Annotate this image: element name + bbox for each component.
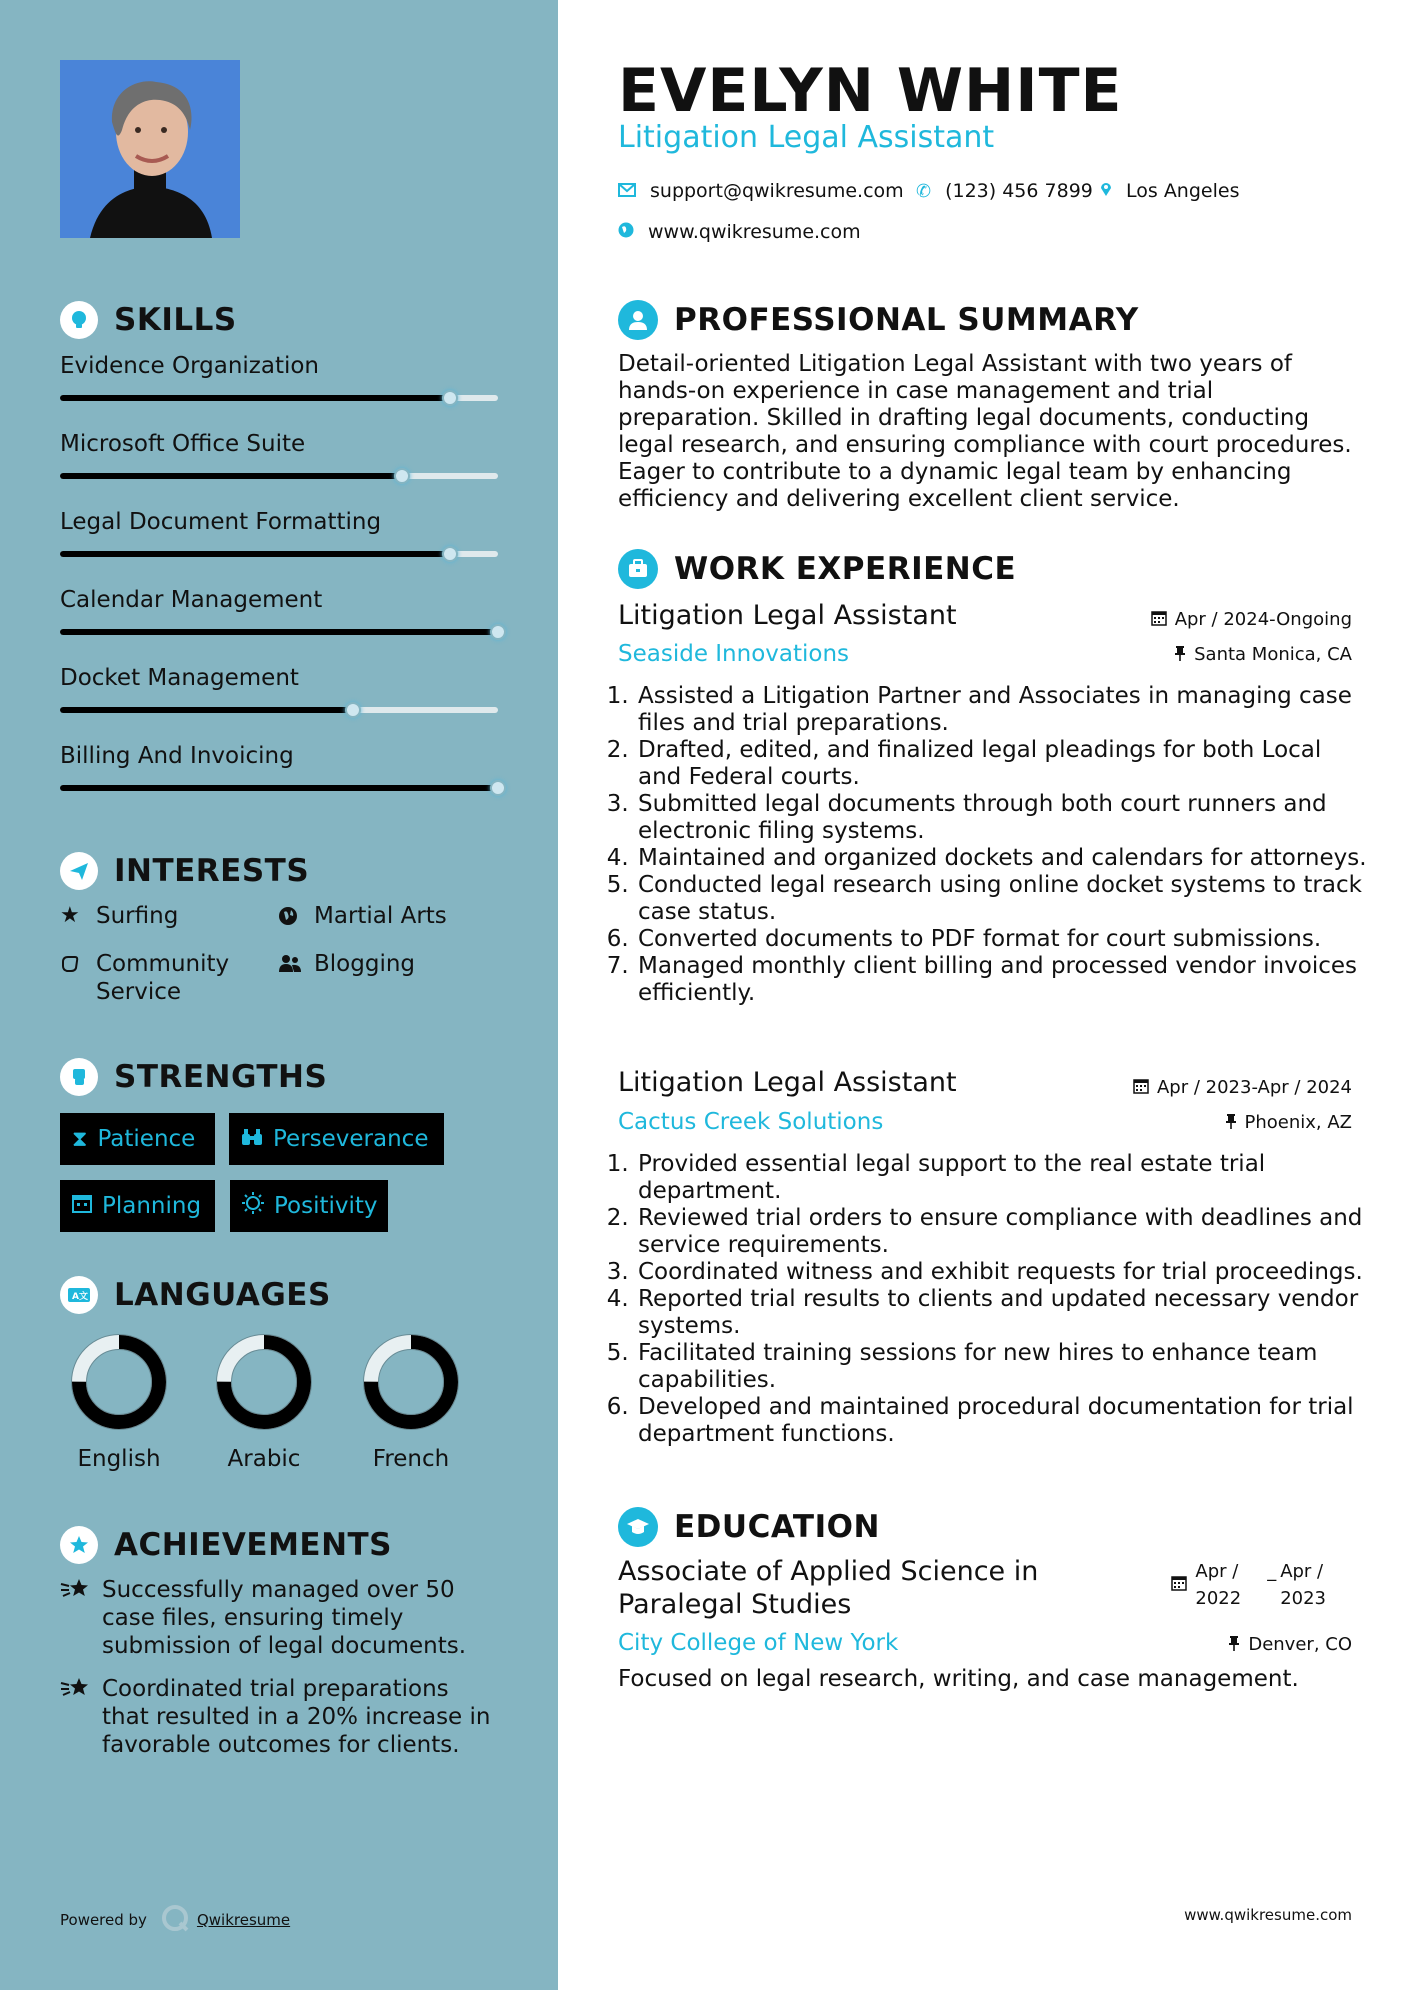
achievements-heading: [60, 1526, 392, 1564]
strength-badge: [60, 1113, 215, 1165]
skill-level-knob: [490, 624, 506, 640]
language-name: French: [372, 1446, 450, 1472]
job-dates-text: Apr / 2023-Apr / 2024: [1156, 1077, 1352, 1098]
job-dates: [1133, 1077, 1352, 1098]
lightbulb-icon: [60, 301, 98, 339]
skill-name: Docket Management: [60, 665, 299, 691]
achievement-item: [60, 1576, 500, 1660]
strengths-heading: [60, 1058, 327, 1096]
job-location: [1174, 644, 1352, 665]
phone-text: (123) 456 7899: [945, 180, 1093, 202]
job-location: [1225, 1112, 1353, 1133]
interest-label: Surfing: [96, 903, 179, 929]
skill-name: Legal Document Formatting: [60, 509, 382, 535]
skill-item: [60, 353, 498, 379]
experience-heading: [618, 549, 1016, 589]
education-end-month: Apr /: [1280, 1561, 1324, 1582]
skill-name: Calendar Management: [60, 587, 323, 613]
skill-level-knob: [442, 546, 458, 562]
strength-label: Positivity: [274, 1193, 378, 1219]
skill-name: Microsoft Office Suite: [60, 431, 306, 457]
responsibility-item: 2. Reviewed trial orders to ensure compliance with deadlines and service requirements.: [636, 1205, 1371, 1259]
envelope-icon: [618, 181, 636, 202]
strength-label: Patience: [97, 1126, 196, 1152]
responsibility-item: 2. Drafted, edited, and finalized legal pleadings for both Local and Federal courts.: [636, 737, 1371, 791]
responsibility-item: 3. Coordinated witness and exhibit requests for trial proceedings.: [636, 1259, 1371, 1286]
location-text: Los Angeles: [1126, 180, 1240, 202]
skills-heading: [60, 301, 237, 339]
job-location-text: Santa Monica, CA: [1194, 644, 1352, 665]
education-start: [1195, 1558, 1241, 1612]
skill-level-fill: [60, 629, 498, 635]
pushpin-icon: [1225, 1113, 1237, 1133]
fist-icon: [60, 1058, 98, 1096]
responsibility-item: 3. Submitted legal documents through both court runners and electronic filing systems.: [636, 791, 1371, 845]
language-item: [346, 1332, 476, 1472]
skill-level-fill: [60, 473, 402, 479]
skill-level-fill: [60, 395, 450, 401]
interests-title: INTERESTS: [114, 853, 310, 889]
hand-icon: [60, 950, 86, 982]
interest-label: Blogging: [314, 951, 416, 977]
briefcase-icon: [618, 549, 658, 589]
skill-level-bar: [60, 785, 498, 791]
job-responsibilities: [618, 1151, 1371, 1448]
profile-photo: [60, 60, 240, 238]
strength-badge: [230, 1180, 388, 1232]
powered-by: [60, 1904, 290, 1936]
contact-website[interactable]: [618, 221, 861, 243]
job-dates: [1151, 609, 1352, 630]
globe-icon: [278, 902, 304, 934]
calendar-icon: [1171, 1572, 1187, 1599]
interests-heading: [60, 852, 309, 890]
degree-line-1: Associate of Applied Science in: [618, 1556, 1039, 1587]
education-description: Focused on legal research, writing, and case management.: [618, 1666, 1299, 1692]
user-icon: [618, 300, 658, 340]
language-card-icon: [60, 1276, 98, 1314]
job-dates-text: Apr / 2024-Ongoing: [1174, 609, 1352, 630]
skill-level-fill: [60, 551, 450, 557]
strength-badge: [60, 1180, 215, 1232]
education-end-year: 2023: [1280, 1588, 1326, 1609]
language-name: Arabic: [227, 1446, 301, 1472]
calendar-icon: [72, 1193, 92, 1219]
shooting-star-icon: [60, 1675, 92, 1759]
skills-title: SKILLS: [114, 302, 237, 338]
skill-level-bar: [60, 473, 498, 479]
skill-item: [60, 665, 498, 691]
map-pin-icon: [1100, 181, 1112, 202]
sun-icon: [242, 1192, 264, 1220]
star-badge-icon: [60, 1526, 98, 1564]
skill-level-fill: [60, 785, 498, 791]
education-dates: [1171, 1558, 1326, 1612]
achievements-title: ACHIEVEMENTS: [114, 1527, 393, 1563]
summary-heading: [618, 300, 1139, 340]
skill-level-knob: [345, 702, 361, 718]
job-company: Seaside Innovations: [618, 641, 850, 667]
calendar-icon: [1133, 1078, 1149, 1098]
strength-label: Planning: [102, 1193, 202, 1219]
skill-level-knob: [490, 780, 506, 796]
school-name: City College of New York: [618, 1630, 899, 1656]
interest-item: [278, 950, 415, 982]
skill-item: [60, 431, 498, 457]
qwikresume-logo-icon: [161, 1904, 189, 1936]
job-responsibilities: [618, 683, 1371, 1007]
main-content: [618, 0, 1367, 1990]
responsibility-item: 6. Developed and maintained procedural documentation for trial department functions.: [636, 1394, 1371, 1448]
job-company: Cactus Creek Solutions: [618, 1109, 884, 1135]
star-icon: ★: [60, 903, 80, 928]
hourglass-icon: ⧗: [72, 1126, 88, 1152]
portrait-image: [60, 60, 240, 238]
svg-text:A文: A文: [72, 1292, 88, 1302]
summary-text: Detail-oriented Litigation Legal Assistant with two years of hands-on experience in case management and trial preparation. Skilled in drafting legal documents, conducting legal research, and ensuring compliance with court procedures. Eager to contribute to a dynamic legal team by enhancing efficiency and delivering excellent client service.: [618, 351, 1352, 512]
strength-label: Perseverance: [273, 1126, 429, 1152]
strengths-title: STRENGTHS: [114, 1059, 328, 1095]
interest-label: Martial Arts: [314, 903, 447, 929]
summary-title: PROFESSIONAL SUMMARY: [674, 302, 1139, 338]
languages-heading: [60, 1276, 331, 1314]
skill-level-bar: [60, 629, 498, 635]
graduation-cap-icon: [618, 1507, 658, 1547]
achievement-item: [60, 1675, 500, 1759]
skill-name: Evidence Organization: [60, 353, 320, 379]
job-title: Litigation Legal Assistant: [618, 600, 957, 631]
responsibility-item: 4. Reported trial results to clients and updated necessary vendor systems.: [636, 1286, 1371, 1340]
responsibility-item: 1. Assisted a Litigation Partner and Associates in managing case files and trial preparations.: [636, 683, 1371, 737]
binoculars-icon: [241, 1127, 263, 1152]
contact-phone[interactable]: [916, 180, 1093, 202]
contact-email[interactable]: [618, 180, 904, 202]
education-start-year: 2022: [1195, 1588, 1242, 1609]
responsibility-item: 4. Maintained and organized dockets and calendars for attorneys.: [636, 845, 1371, 872]
skill-level-bar: [60, 551, 498, 557]
globe-icon: [618, 222, 634, 243]
skill-level-fill: [60, 707, 353, 713]
language-level-ring: [69, 1332, 169, 1432]
phone-icon: ✆: [916, 180, 932, 202]
website-text: www.qwikresume.com: [648, 221, 861, 243]
calendar-icon: [1151, 610, 1167, 630]
shooting-star-icon: [60, 1576, 92, 1660]
pushpin-icon: [1228, 1635, 1240, 1655]
skill-level-bar: [60, 707, 498, 713]
strength-badge: [229, 1113, 444, 1165]
skill-level-knob: [442, 390, 458, 406]
skill-item: [60, 743, 498, 769]
skill-level-bar: [60, 395, 498, 401]
candidate-role: Litigation Legal Assistant: [618, 120, 995, 155]
education-date-separator: _: [1267, 1561, 1277, 1582]
language-item: [54, 1332, 184, 1472]
degree-title: [618, 1555, 1038, 1621]
interest-item: [60, 950, 229, 1006]
education-title: EDUCATION: [674, 1509, 880, 1545]
skill-level-knob: [394, 468, 410, 484]
degree-line-2: Paralegal Studies: [618, 1589, 852, 1620]
education-start-month: Apr /: [1195, 1561, 1239, 1582]
paper-plane-icon: [60, 852, 98, 890]
job-location-text: Phoenix, AZ: [1244, 1112, 1352, 1133]
interest-label: Community Service: [96, 951, 230, 1005]
sidebar: [0, 0, 558, 1990]
skill-item: [60, 509, 498, 535]
skill-name: Billing And Invoicing: [60, 743, 294, 769]
education-location-text: Denver, CO: [1248, 1634, 1352, 1655]
achievement-text: Coordinated trial preparations that resulted in a 20% increase in favorable outcomes for clients.: [102, 1676, 491, 1758]
responsibility-item: 5. Conducted legal research using online docket systems to track case status.: [636, 872, 1371, 926]
language-name: English: [77, 1446, 161, 1472]
achievement-text: Successfully managed over 50 case files, ensuring timely submission of legal documents.: [102, 1577, 467, 1659]
languages-title: LANGUAGES: [114, 1277, 331, 1313]
email-text: support@qwikresume.com: [650, 180, 904, 202]
experience-title: WORK EXPERIENCE: [674, 551, 1017, 587]
education-heading: [618, 1507, 880, 1547]
job-title: Litigation Legal Assistant: [618, 1067, 957, 1098]
language-level-ring: [214, 1332, 314, 1432]
contact-location: [1100, 180, 1239, 202]
interest-item: [60, 902, 178, 930]
candidate-name: EVELYN WHITE: [618, 56, 1123, 126]
footer-url[interactable]: www.qwikresume.com: [1184, 1906, 1352, 1924]
skill-item: [60, 587, 498, 613]
responsibility-item: 5. Facilitated training sessions for new hires to enhance team capabilities.: [636, 1340, 1371, 1394]
users-icon: [278, 950, 304, 982]
pushpin-icon: [1174, 645, 1186, 665]
responsibility-item: 6. Converted documents to PDF format for court submissions.: [636, 926, 1371, 953]
powered-by-label: Powered by: [60, 1911, 147, 1929]
language-item: [199, 1332, 329, 1472]
responsibility-item: 1. Provided essential legal support to the real estate trial department.: [636, 1151, 1371, 1205]
education-end: [1280, 1558, 1326, 1612]
qwikresume-link[interactable]: Qwikresume: [196, 1911, 291, 1929]
interest-item: [278, 902, 447, 934]
responsibility-item: 7. Managed monthly client billing and processed vendor invoices efficiently.: [636, 953, 1371, 1007]
education-location: [1228, 1634, 1352, 1655]
language-level-ring: [361, 1332, 461, 1432]
